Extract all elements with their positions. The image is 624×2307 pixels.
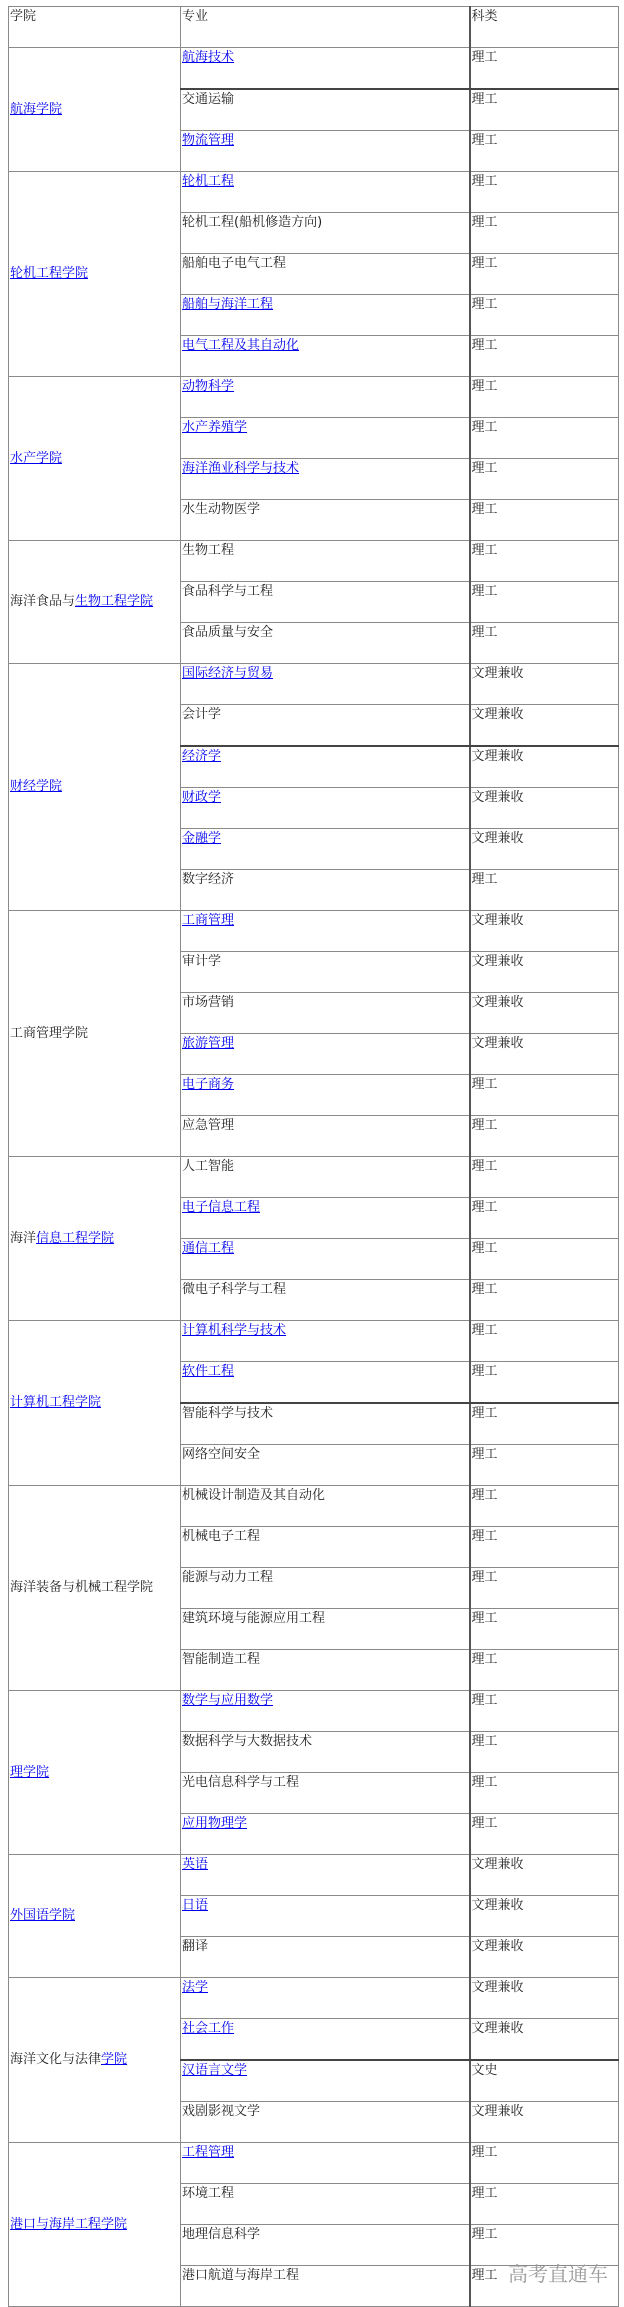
category-cell: 理工 [470, 1362, 619, 1404]
major-cell [181, 172, 470, 213]
category-cell: 文理兼收 [470, 1896, 619, 1937]
category-cell: 理工 [470, 48, 619, 90]
college-link[interactable]: 航海学院 [10, 101, 63, 117]
table-row [9, 48, 619, 90]
college-cell [9, 1321, 181, 1486]
major-name: 市场营销 [182, 995, 235, 1010]
major-link[interactable]: 工程管理 [182, 2145, 235, 2160]
major-name: 审计学 [182, 954, 222, 969]
major-link[interactable]: 海洋渔业科学与技术 [182, 461, 300, 476]
category-cell: 文理兼收 [470, 705, 619, 747]
major-cell [181, 295, 470, 336]
majors-table [8, 6, 619, 2307]
major-cell [181, 870, 470, 911]
college-link[interactable]: 学院 [101, 2052, 128, 2067]
table-row [9, 664, 619, 705]
major-link[interactable]: 国际经济与贸易 [182, 666, 274, 681]
major-link[interactable]: 数学与应用数学 [182, 1693, 274, 1708]
category-cell: 文理兼收 [470, 2019, 619, 2061]
category-cell: 理工 [470, 1239, 619, 1280]
major-link[interactable]: 航海技术 [182, 50, 235, 65]
category-cell: 文理兼收 [470, 1034, 619, 1075]
category-cell: 理工 [470, 2266, 619, 2307]
major-cell [181, 2143, 470, 2184]
category-cell: 理工 [470, 1732, 619, 1773]
major-link[interactable]: 旅游管理 [182, 1036, 235, 1051]
major-cell [181, 541, 470, 582]
major-cell [181, 705, 470, 747]
major-cell [181, 1075, 470, 1116]
category-cell: 理工 [470, 1280, 619, 1321]
major-cell [181, 911, 470, 952]
major-cell [181, 1814, 470, 1855]
major-link[interactable]: 工商管理 [182, 913, 235, 928]
major-name: 会计学 [182, 707, 222, 722]
category-cell: 理工 [470, 1568, 619, 1609]
table-row [9, 1691, 619, 1732]
major-link[interactable]: 经济学 [182, 749, 222, 764]
table-row [9, 1855, 619, 1896]
college-cell [9, 1157, 181, 1321]
major-link[interactable]: 软件工程 [182, 1364, 235, 1379]
major-name: 食品科学与工程 [182, 584, 274, 599]
major-cell [181, 1896, 470, 1937]
major-name: 智能制造工程 [182, 1652, 261, 1667]
college-link[interactable]: 轮机工程学院 [10, 266, 89, 281]
major-cell [181, 1034, 470, 1075]
major-link[interactable]: 英语 [182, 1857, 209, 1872]
header-category: 科类 [470, 7, 619, 48]
header-row [9, 7, 619, 48]
category-cell: 理工 [470, 131, 619, 172]
category-cell: 理工 [470, 1198, 619, 1239]
table-row [9, 1978, 619, 2019]
major-link[interactable]: 电气工程及其自动化 [182, 338, 300, 353]
category-cell: 理工 [470, 1403, 619, 1445]
college-name: 海洋装备与机械工程学院 [10, 1580, 154, 1595]
category-cell: 理工 [470, 500, 619, 541]
category-cell: 文理兼收 [470, 952, 619, 993]
major-cell [181, 131, 470, 172]
major-name: 交通运输 [182, 92, 235, 107]
major-cell [181, 1937, 470, 1978]
major-cell [181, 213, 470, 254]
category-cell: 理工 [470, 1650, 619, 1691]
major-name: 网络空间安全 [182, 1447, 261, 1462]
category-cell: 理工 [470, 870, 619, 911]
major-cell [181, 500, 470, 541]
major-cell [181, 2019, 470, 2061]
major-cell [181, 1650, 470, 1691]
major-cell [181, 48, 470, 90]
category-cell: 理工 [470, 213, 619, 254]
category-cell: 理工 [470, 254, 619, 295]
major-name: 应急管理 [182, 1118, 235, 1133]
major-cell [181, 582, 470, 623]
college-cell [9, 664, 181, 911]
category-cell: 理工 [470, 1321, 619, 1362]
major-name: 建筑环境与能源应用工程 [182, 1611, 326, 1626]
major-cell [181, 418, 470, 459]
major-link[interactable]: 电子商务 [182, 1077, 235, 1092]
major-cell [181, 1855, 470, 1896]
major-name: 轮机工程(船机修造方向) [182, 215, 323, 230]
major-cell [181, 1486, 470, 1527]
major-cell [181, 664, 470, 705]
college-link[interactable]: 外国语学院 [10, 1908, 76, 1923]
header-college: 学院 [9, 7, 181, 48]
category-cell: 理工 [470, 295, 619, 336]
category-cell: 理工 [470, 1075, 619, 1116]
college-cell [9, 911, 181, 1157]
category-cell: 文理兼收 [470, 2102, 619, 2143]
major-cell [181, 1978, 470, 2019]
major-cell [181, 993, 470, 1034]
category-cell: 文理兼收 [470, 788, 619, 829]
college-cell [9, 541, 181, 664]
category-cell: 理工 [470, 418, 619, 459]
major-cell [181, 459, 470, 500]
major-cell [181, 829, 470, 870]
table-row [9, 377, 619, 418]
category-cell: 理工 [470, 623, 619, 664]
major-cell [181, 377, 470, 418]
category-cell: 理工 [470, 582, 619, 623]
major-cell [181, 1732, 470, 1773]
major-cell [181, 2102, 470, 2143]
major-name: 翻译 [182, 1939, 209, 1954]
major-cell [181, 1362, 470, 1404]
college-link[interactable]: 财经学院 [10, 779, 63, 794]
category-cell: 理工 [470, 1773, 619, 1814]
college-name: 工商管理学院 [10, 1025, 89, 1041]
category-cell: 文理兼收 [470, 993, 619, 1034]
table-row [9, 911, 619, 952]
table-row [9, 172, 619, 213]
college-name: 海洋食品与 [10, 594, 76, 609]
major-cell [181, 1609, 470, 1650]
category-cell: 理工 [470, 336, 619, 377]
major-name: 环境工程 [182, 2186, 235, 2201]
major-name: 生物工程 [182, 543, 235, 558]
major-link[interactable]: 通信工程 [182, 1241, 235, 1256]
major-cell [181, 788, 470, 829]
major-cell [181, 1773, 470, 1814]
table-row [9, 541, 619, 582]
category-cell: 理工 [470, 2184, 619, 2225]
category-cell: 理工 [470, 377, 619, 418]
major-cell [181, 2266, 470, 2307]
category-cell: 理工 [470, 1609, 619, 1650]
category-cell: 文理兼收 [470, 1937, 619, 1978]
watermark: 高考直通车 [508, 2262, 608, 2286]
college-link[interactable]: 港口与海岸工程学院 [10, 2216, 128, 2232]
category-cell: 文史 [470, 2060, 619, 2102]
major-cell [181, 952, 470, 993]
category-cell: 理工 [470, 1116, 619, 1157]
major-cell [181, 1116, 470, 1157]
major-link[interactable]: 汉语言文学 [182, 2063, 248, 2078]
major-cell [181, 1321, 470, 1362]
major-name: 人工智能 [182, 1159, 235, 1174]
major-cell [181, 623, 470, 664]
major-name: 水生动物医学 [182, 502, 261, 517]
category-cell: 理工 [470, 89, 619, 131]
major-link[interactable]: 财政学 [182, 790, 222, 805]
category-cell: 理工 [470, 459, 619, 500]
college-cell [9, 1486, 181, 1691]
major-name: 机械设计制造及其自动化 [182, 1488, 326, 1503]
category-cell: 理工 [470, 2225, 619, 2266]
major-cell [181, 1157, 470, 1198]
major-link[interactable]: 电子信息工程 [182, 1200, 261, 1215]
major-name: 数据科学与大数据技术 [182, 1734, 313, 1749]
major-name: 机械电子工程 [182, 1529, 261, 1544]
college-link[interactable]: 计算机工程学院 [10, 1395, 102, 1410]
category-cell: 文理兼收 [470, 829, 619, 870]
college-cell [9, 2143, 181, 2307]
category-cell: 理工 [470, 1445, 619, 1486]
college-link[interactable]: 理学院 [10, 1764, 50, 1780]
category-cell: 理工 [470, 1486, 619, 1527]
major-link[interactable]: 应用物理学 [182, 1816, 248, 1831]
category-cell: 文理兼收 [470, 1978, 619, 2019]
major-cell [181, 2060, 470, 2102]
college-cell [9, 172, 181, 377]
major-link[interactable]: 金融学 [182, 831, 222, 846]
header-major: 专业 [181, 7, 470, 48]
major-name: 食品质量与安全 [182, 625, 274, 640]
major-link[interactable]: 物流管理 [182, 133, 235, 148]
major-link[interactable]: 水产养殖学 [182, 420, 248, 435]
major-cell [181, 254, 470, 295]
major-name: 地理信息科学 [182, 2227, 261, 2242]
major-name: 微电子科学与工程 [182, 1282, 287, 1297]
major-name: 光电信息科学与工程 [182, 1775, 300, 1790]
major-link[interactable]: 法学 [182, 1980, 209, 1995]
college-cell [9, 1978, 181, 2143]
major-name: 港口航道与海岸工程 [182, 2268, 300, 2283]
category-cell: 理工 [470, 2143, 619, 2184]
major-name: 数字经济 [182, 872, 235, 887]
category-cell: 理工 [470, 541, 619, 582]
major-name: 戏剧影视文学 [182, 2104, 261, 2119]
college-link[interactable]: 生物工程学院 [75, 594, 154, 609]
major-name: 船舶电子电气工程 [182, 256, 287, 271]
major-link[interactable]: 船舶与海洋工程 [182, 297, 274, 312]
college-name: 海洋文化与法律 [10, 2052, 102, 2067]
major-cell [181, 1445, 470, 1486]
college-link[interactable]: 水产学院 [10, 450, 63, 466]
category-cell: 文理兼收 [470, 911, 619, 952]
major-name: 能源与动力工程 [182, 1570, 274, 1585]
table-row [9, 1157, 619, 1198]
table-row [9, 1321, 619, 1362]
college-cell [9, 1855, 181, 1978]
major-cell [181, 336, 470, 377]
major-link[interactable]: 动物科学 [182, 379, 235, 394]
major-cell [181, 89, 470, 131]
table-row [9, 2143, 619, 2184]
college-cell [9, 1691, 181, 1855]
major-cell [181, 1527, 470, 1568]
category-cell: 理工 [470, 172, 619, 213]
category-cell: 理工 [470, 1527, 619, 1568]
major-link[interactable]: 日语 [182, 1898, 209, 1913]
college-name: 海洋 [10, 1230, 37, 1246]
major-cell [181, 746, 470, 788]
category-cell: 文理兼收 [470, 746, 619, 788]
major-name: 智能科学与技术 [182, 1406, 274, 1421]
major-cell [181, 1239, 470, 1280]
college-cell [9, 48, 181, 172]
category-cell: 理工 [470, 1691, 619, 1732]
major-cell [181, 2225, 470, 2266]
major-cell [181, 1198, 470, 1239]
category-cell: 理工 [470, 1814, 619, 1855]
table-row [9, 1486, 619, 1527]
college-link[interactable]: 信息工程学院 [36, 1230, 115, 1246]
major-link[interactable]: 社会工作 [182, 2021, 235, 2036]
category-cell: 文理兼收 [470, 664, 619, 705]
major-cell [181, 1280, 470, 1321]
college-cell [9, 377, 181, 541]
major-cell [181, 2184, 470, 2225]
major-link[interactable]: 计算机科学与技术 [182, 1323, 287, 1338]
major-cell [181, 1691, 470, 1732]
category-cell: 理工 [470, 1157, 619, 1198]
major-cell [181, 1568, 470, 1609]
category-cell: 文理兼收 [470, 1855, 619, 1896]
major-link[interactable]: 轮机工程 [182, 174, 235, 189]
major-cell [181, 1403, 470, 1445]
